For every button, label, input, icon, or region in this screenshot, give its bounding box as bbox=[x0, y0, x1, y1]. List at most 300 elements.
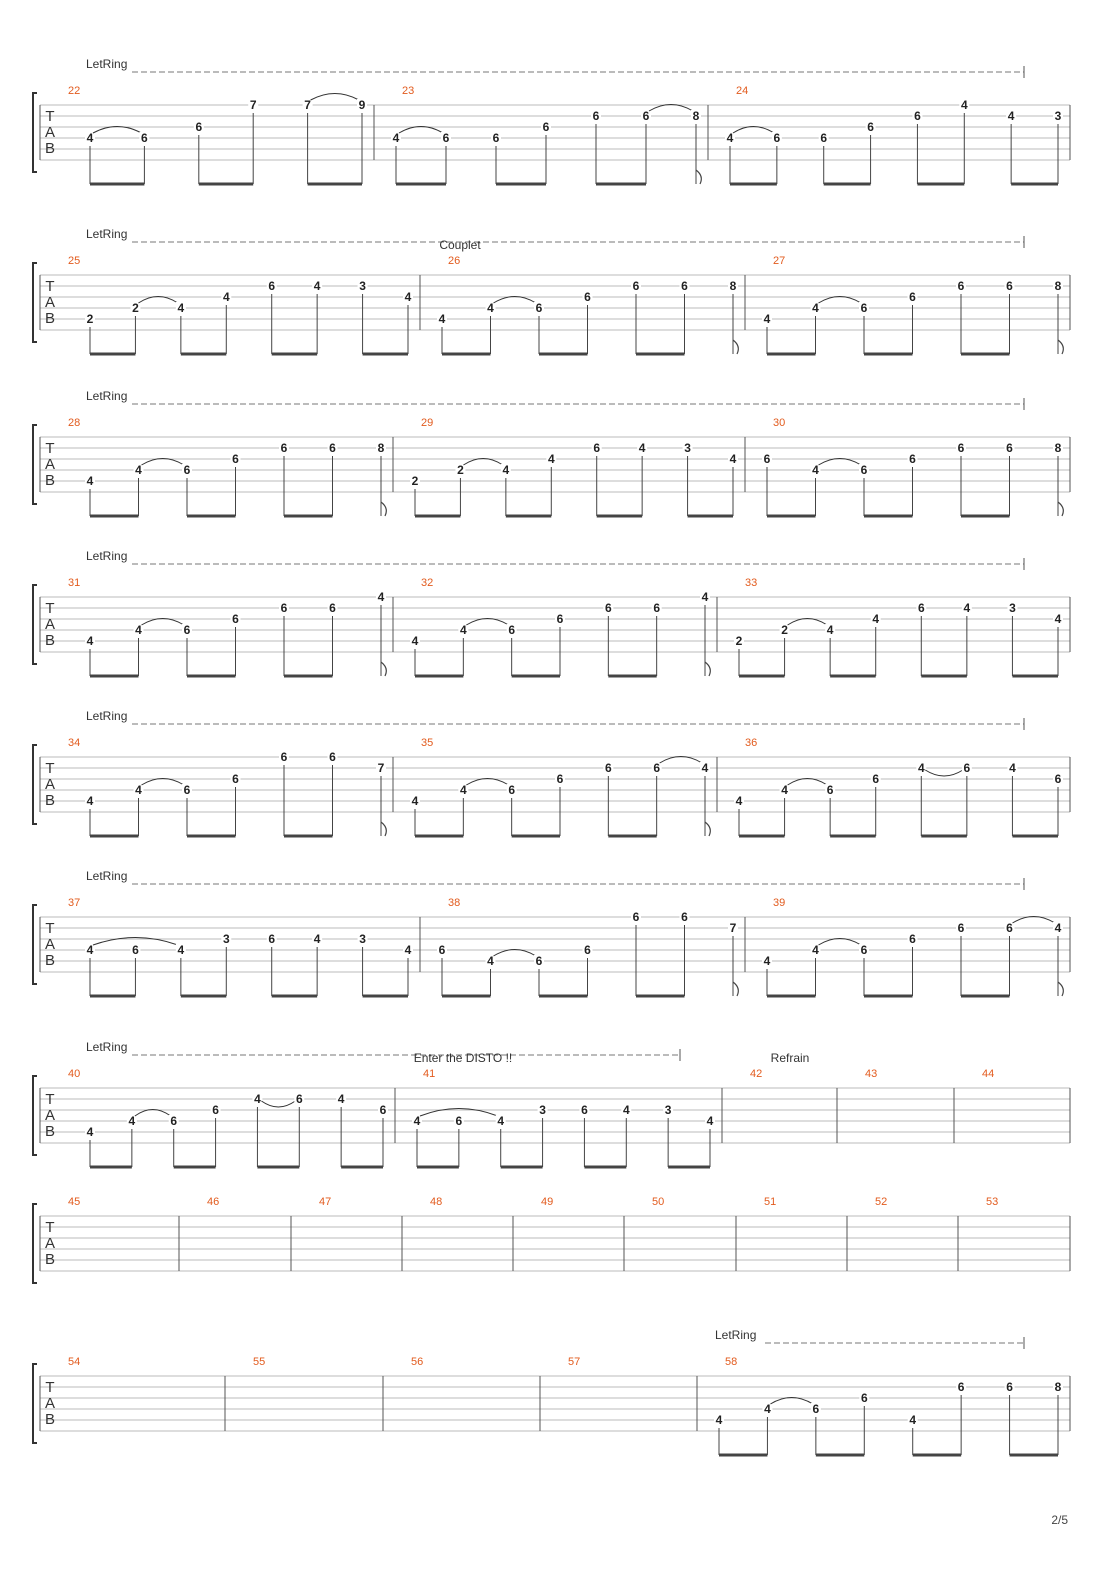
measure-number: 45 bbox=[68, 1196, 81, 1208]
fret-number: 4 bbox=[812, 943, 819, 957]
fret-number: 6 bbox=[773, 131, 781, 145]
measure-43 bbox=[865, 1068, 877, 1080]
measure-number: 29 bbox=[421, 417, 434, 429]
system-brace bbox=[33, 263, 37, 342]
tab-clef-letter: T bbox=[45, 1379, 55, 1396]
let-ring-label: LetRing bbox=[86, 709, 128, 723]
fret-number: 6 bbox=[593, 441, 601, 455]
tab-system-8 bbox=[33, 1196, 1070, 1283]
fret-number: 8 bbox=[729, 279, 737, 293]
fret-number: 4 bbox=[459, 783, 467, 797]
fret-number: 6 bbox=[957, 279, 965, 293]
fret-number: 4 bbox=[701, 590, 709, 604]
fret-number: 7 bbox=[377, 761, 385, 775]
fret-number: 6 bbox=[963, 761, 971, 775]
note-flag bbox=[1058, 502, 1063, 516]
fret-number: 4 bbox=[812, 463, 819, 477]
tab-clef-letter: T bbox=[45, 1219, 55, 1236]
note-flag bbox=[696, 170, 701, 184]
measure-27 bbox=[762, 255, 1063, 354]
tab-clef-letter: T bbox=[45, 278, 55, 295]
fret-number: 7 bbox=[304, 98, 311, 112]
system-brace bbox=[33, 93, 37, 172]
system-brace bbox=[33, 1076, 37, 1155]
measure-number: 37 bbox=[68, 897, 81, 909]
fret-number: 8 bbox=[377, 441, 385, 455]
let-ring-label: LetRing bbox=[86, 1040, 128, 1054]
fret-number: 4 bbox=[706, 1114, 714, 1128]
tab-clef-letter: A bbox=[44, 1235, 56, 1252]
let-ring-label: LetRing bbox=[86, 389, 128, 403]
measure-49 bbox=[541, 1196, 553, 1208]
fret-number: 6 bbox=[681, 910, 688, 924]
measure-44 bbox=[982, 1068, 994, 1080]
fret-number: 6 bbox=[556, 772, 564, 786]
tab-system-2 bbox=[33, 227, 1070, 354]
fret-number: 3 bbox=[222, 932, 230, 946]
measure-number: 48 bbox=[430, 1196, 443, 1208]
slur-arc bbox=[311, 94, 359, 101]
fret-number: 4 bbox=[222, 290, 230, 304]
fret-number: 4 bbox=[763, 312, 771, 326]
measure-number: 32 bbox=[421, 577, 434, 589]
fret-number: 4 bbox=[502, 463, 510, 477]
fret-number: 4 bbox=[487, 301, 494, 315]
fret-number: 6 bbox=[820, 131, 828, 145]
fret-number: 4 bbox=[135, 623, 142, 637]
fret-number: 4 bbox=[177, 943, 185, 957]
measure-54 bbox=[68, 1356, 80, 1368]
fret-number: 6 bbox=[909, 932, 916, 946]
fret-number: 6 bbox=[232, 452, 239, 466]
fret-number: 6 bbox=[280, 441, 288, 455]
note-flag bbox=[733, 340, 738, 354]
measure-number: 47 bbox=[319, 1196, 332, 1208]
measure-number: 33 bbox=[745, 577, 758, 589]
measure-26 bbox=[437, 255, 738, 354]
fret-number: 4 bbox=[1054, 921, 1062, 935]
tab-system-7 bbox=[33, 1040, 1070, 1167]
measure-number: 22 bbox=[68, 85, 81, 97]
fret-number: 3 bbox=[359, 279, 366, 293]
measure-48 bbox=[430, 1196, 442, 1208]
fret-number: 8 bbox=[1054, 1380, 1062, 1394]
measure-31 bbox=[68, 577, 386, 676]
section-annotation: Refrain bbox=[770, 1051, 810, 1065]
measure-42 bbox=[750, 1068, 762, 1080]
fret-number: 6 bbox=[763, 452, 771, 466]
system-brace bbox=[33, 1364, 37, 1443]
measure-39 bbox=[762, 897, 1063, 996]
tab-clef-letter: B bbox=[44, 632, 56, 649]
tab-clef-letter: T bbox=[45, 108, 55, 125]
tie-arc bbox=[925, 770, 963, 776]
fret-number: 6 bbox=[508, 783, 516, 797]
measure-55 bbox=[253, 1356, 265, 1368]
measure-number: 52 bbox=[875, 1196, 888, 1208]
measure-number: 36 bbox=[745, 737, 758, 749]
fret-number: 6 bbox=[508, 623, 516, 637]
fret-number: 3 bbox=[1009, 601, 1016, 615]
fret-number: 6 bbox=[556, 612, 564, 626]
fret-number: 4 bbox=[735, 794, 743, 808]
fret-number: 6 bbox=[632, 910, 640, 924]
measure-37 bbox=[68, 897, 413, 996]
fret-number: 2 bbox=[132, 301, 139, 315]
let-ring-label: LetRing bbox=[86, 549, 128, 563]
tie-arc bbox=[261, 1101, 295, 1107]
fret-number: 2 bbox=[411, 474, 419, 488]
fret-number: 4 bbox=[377, 590, 385, 604]
note-flag bbox=[733, 982, 738, 996]
fret-number: 4 bbox=[404, 943, 412, 957]
fret-number: 4 bbox=[622, 1103, 630, 1117]
fret-number: 6 bbox=[604, 761, 612, 775]
fret-number: 6 bbox=[535, 954, 543, 968]
fret-number: 6 bbox=[826, 783, 834, 797]
fret-number: 4 bbox=[177, 301, 185, 315]
measure-number: 53 bbox=[986, 1196, 999, 1208]
fret-number: 4 bbox=[763, 954, 771, 968]
fret-number: 6 bbox=[492, 131, 500, 145]
measure-56 bbox=[411, 1356, 423, 1368]
fret-number: 4 bbox=[729, 452, 737, 466]
fret-number: 4 bbox=[701, 761, 709, 775]
measure-number: 38 bbox=[448, 897, 461, 909]
fret-number: 6 bbox=[909, 452, 916, 466]
fret-number: 6 bbox=[183, 623, 191, 637]
fret-number: 6 bbox=[909, 290, 916, 304]
system-brace bbox=[33, 905, 37, 984]
fret-number: 6 bbox=[584, 943, 591, 957]
tab-system-4 bbox=[33, 549, 1070, 676]
measure-number: 40 bbox=[68, 1068, 81, 1080]
measure-29 bbox=[410, 417, 738, 516]
tab-clef-letter: B bbox=[44, 140, 56, 157]
fret-number: 6 bbox=[604, 601, 612, 615]
measure-number: 31 bbox=[68, 577, 81, 589]
measure-number: 43 bbox=[865, 1068, 878, 1080]
fret-number: 6 bbox=[860, 943, 868, 957]
system-brace bbox=[33, 745, 37, 824]
fret-number: 3 bbox=[1054, 109, 1062, 123]
fret-number: 8 bbox=[692, 109, 700, 123]
tab-systems bbox=[33, 57, 1070, 1455]
fret-number: 2 bbox=[457, 463, 464, 477]
fret-number: 6 bbox=[1006, 441, 1013, 455]
fret-number: 4 bbox=[1007, 109, 1015, 123]
tab-clef-letter: B bbox=[44, 1123, 56, 1140]
tab-system-6 bbox=[33, 869, 1070, 996]
let-ring-label: LetRing bbox=[86, 227, 128, 241]
section-annotation: Couplet bbox=[439, 238, 481, 252]
system-brace bbox=[33, 585, 37, 664]
fret-number: 3 bbox=[359, 932, 366, 946]
measure-41 bbox=[412, 1068, 715, 1167]
fret-number: 4 bbox=[715, 1413, 723, 1427]
note-flag bbox=[381, 822, 386, 836]
measure-35 bbox=[410, 737, 710, 836]
fret-number: 4 bbox=[86, 474, 94, 488]
fret-number: 6 bbox=[442, 131, 450, 145]
fret-number: 4 bbox=[638, 441, 646, 455]
tab-clef-letter: A bbox=[44, 936, 56, 953]
fret-number: 4 bbox=[1009, 761, 1016, 775]
measure-32 bbox=[410, 577, 710, 676]
fret-number: 6 bbox=[812, 1402, 820, 1416]
fret-number: 4 bbox=[337, 1092, 345, 1106]
tab-clef-letter: A bbox=[44, 1107, 56, 1124]
fret-number: 4 bbox=[86, 943, 94, 957]
fret-number: 6 bbox=[584, 290, 591, 304]
section-annotation: Enter the DISTO !! bbox=[413, 1051, 513, 1065]
note-flag bbox=[381, 502, 386, 516]
fret-number: 7 bbox=[249, 98, 257, 112]
measure-number: 42 bbox=[750, 1068, 763, 1080]
tab-system-3 bbox=[33, 389, 1070, 516]
fret-number: 4 bbox=[497, 1114, 505, 1128]
fret-number: 4 bbox=[135, 463, 142, 477]
fret-number: 3 bbox=[539, 1103, 546, 1117]
fret-number: 8 bbox=[1054, 279, 1062, 293]
measure-number: 44 bbox=[982, 1068, 995, 1080]
measure-34 bbox=[68, 737, 386, 836]
fret-number: 4 bbox=[487, 954, 494, 968]
measure-22 bbox=[68, 85, 367, 184]
measure-23 bbox=[391, 85, 701, 184]
fret-number: 6 bbox=[268, 279, 276, 293]
measure-50 bbox=[652, 1196, 664, 1208]
fret-number: 6 bbox=[581, 1103, 588, 1117]
tab-clef-letter: A bbox=[44, 776, 56, 793]
measure-36 bbox=[734, 737, 1063, 836]
measure-38 bbox=[437, 897, 738, 996]
fret-number: 3 bbox=[684, 441, 691, 455]
measure-number: 27 bbox=[773, 255, 786, 267]
fret-number: 4 bbox=[547, 452, 555, 466]
fret-number: 4 bbox=[413, 1114, 421, 1128]
system-brace bbox=[33, 1204, 37, 1283]
measure-number: 24 bbox=[736, 85, 749, 97]
measure-number: 49 bbox=[541, 1196, 554, 1208]
fret-number: 9 bbox=[358, 98, 366, 112]
measure-30 bbox=[762, 417, 1063, 516]
tab-system-5 bbox=[33, 709, 1070, 836]
fret-number: 4 bbox=[826, 623, 834, 637]
note-flag bbox=[381, 662, 386, 676]
system-brace bbox=[33, 425, 37, 504]
fret-number: 4 bbox=[392, 131, 400, 145]
fret-number: 6 bbox=[632, 279, 640, 293]
measure-28 bbox=[68, 417, 386, 516]
fret-number: 6 bbox=[957, 921, 965, 935]
fret-number: 4 bbox=[254, 1092, 261, 1106]
fret-number: 6 bbox=[872, 772, 880, 786]
measure-number: 26 bbox=[448, 255, 461, 267]
measure-number: 46 bbox=[207, 1196, 220, 1208]
fret-number: 4 bbox=[459, 623, 467, 637]
fret-number: 4 bbox=[726, 131, 734, 145]
fret-number: 6 bbox=[1006, 279, 1013, 293]
fret-number: 6 bbox=[132, 943, 139, 957]
measure-number: 58 bbox=[725, 1356, 738, 1368]
fret-number: 6 bbox=[957, 1380, 965, 1394]
measure-number: 25 bbox=[68, 255, 81, 267]
let-ring-label: LetRing bbox=[86, 57, 128, 71]
fret-number: 6 bbox=[329, 441, 336, 455]
note-flag bbox=[1058, 340, 1063, 354]
measure-number: 41 bbox=[423, 1068, 436, 1080]
fret-number: 6 bbox=[280, 601, 288, 615]
fret-number: 6 bbox=[681, 279, 688, 293]
fret-number: 6 bbox=[653, 601, 661, 615]
tab-clef-letter: T bbox=[45, 600, 55, 617]
tab-clef-letter: B bbox=[44, 310, 56, 327]
tab-clef-letter: A bbox=[44, 124, 56, 141]
note-flag bbox=[705, 822, 710, 836]
tab-clef-letter: B bbox=[44, 952, 56, 969]
fret-number: 4 bbox=[411, 794, 419, 808]
fret-number: 4 bbox=[909, 1413, 917, 1427]
measure-number: 56 bbox=[411, 1356, 424, 1368]
measure-number: 50 bbox=[652, 1196, 665, 1208]
fret-number: 4 bbox=[313, 932, 321, 946]
tab-clef-letter: A bbox=[44, 616, 56, 633]
tab-clef-letter: B bbox=[44, 1251, 56, 1268]
fret-number: 6 bbox=[1054, 772, 1062, 786]
measure-33 bbox=[734, 577, 1063, 676]
measure-45 bbox=[68, 1196, 80, 1208]
note-flag bbox=[1058, 982, 1063, 996]
fret-number: 6 bbox=[860, 1391, 868, 1405]
fret-number: 6 bbox=[860, 463, 868, 477]
tab-clef-letter: T bbox=[45, 440, 55, 457]
fret-number: 6 bbox=[867, 120, 874, 134]
fret-number: 6 bbox=[295, 1092, 303, 1106]
measure-46 bbox=[207, 1196, 219, 1208]
measure-number: 39 bbox=[773, 897, 786, 909]
fret-number: 4 bbox=[812, 301, 819, 315]
fret-number: 8 bbox=[1054, 441, 1062, 455]
fret-number: 4 bbox=[86, 634, 94, 648]
let-ring-label: LetRing bbox=[86, 869, 128, 883]
measure-number: 57 bbox=[568, 1356, 581, 1368]
page-number: 2/5 bbox=[1051, 1513, 1068, 1527]
fret-number: 4 bbox=[86, 794, 94, 808]
fret-number: 6 bbox=[592, 109, 600, 123]
fret-number: 6 bbox=[212, 1103, 219, 1117]
fret-number: 6 bbox=[860, 301, 868, 315]
fret-number: 4 bbox=[963, 601, 971, 615]
fret-number: 6 bbox=[268, 932, 276, 946]
fret-number: 6 bbox=[232, 772, 239, 786]
fret-number: 4 bbox=[872, 612, 880, 626]
fret-number: 4 bbox=[128, 1114, 136, 1128]
tab-clef-letter: T bbox=[45, 920, 55, 937]
fret-number: 6 bbox=[535, 301, 543, 315]
fret-number: 2 bbox=[735, 634, 743, 648]
measure-number: 28 bbox=[68, 417, 81, 429]
measure-number: 35 bbox=[421, 737, 434, 749]
measure-number: 55 bbox=[253, 1356, 266, 1368]
fret-number: 6 bbox=[455, 1114, 463, 1128]
tab-clef-letter: A bbox=[44, 294, 56, 311]
fret-number: 4 bbox=[313, 279, 321, 293]
measure-57 bbox=[568, 1356, 580, 1368]
fret-number: 6 bbox=[914, 109, 921, 123]
measure-number: 30 bbox=[773, 417, 786, 429]
fret-number: 4 bbox=[86, 131, 94, 145]
tab-clef-letter: T bbox=[45, 760, 55, 777]
measure-25 bbox=[68, 255, 413, 354]
measure-51 bbox=[764, 1196, 776, 1208]
measure-number: 54 bbox=[68, 1356, 81, 1368]
fret-number: 6 bbox=[1006, 921, 1013, 935]
tab-clef-letter: T bbox=[45, 1091, 55, 1108]
measure-52 bbox=[875, 1196, 887, 1208]
fret-number: 4 bbox=[411, 634, 419, 648]
fret-number: 4 bbox=[960, 98, 968, 112]
fret-number: 4 bbox=[781, 783, 788, 797]
tab-system-9 bbox=[33, 1328, 1070, 1455]
fret-number: 6 bbox=[329, 601, 336, 615]
fret-number: 6 bbox=[957, 441, 965, 455]
tab-clef-letter: B bbox=[44, 472, 56, 489]
measure-47 bbox=[319, 1196, 331, 1208]
fret-number: 6 bbox=[141, 131, 148, 145]
tab-clef-letter: B bbox=[44, 792, 56, 809]
fret-number: 4 bbox=[917, 761, 925, 775]
measure-number: 34 bbox=[68, 737, 81, 749]
fret-number: 6 bbox=[438, 943, 446, 957]
tab-clef-letter: B bbox=[44, 1411, 56, 1428]
fret-number: 4 bbox=[1054, 612, 1062, 626]
fret-number: 6 bbox=[542, 120, 550, 134]
fret-number: 6 bbox=[183, 783, 191, 797]
measure-53 bbox=[986, 1196, 998, 1208]
fret-number: 7 bbox=[729, 921, 737, 935]
fret-number: 6 bbox=[653, 761, 661, 775]
fret-number: 6 bbox=[917, 601, 925, 615]
fret-number: 2 bbox=[781, 623, 788, 637]
measure-number: 51 bbox=[764, 1196, 777, 1208]
measure-number: 23 bbox=[402, 85, 415, 97]
fret-number: 6 bbox=[195, 120, 203, 134]
fret-number: 3 bbox=[664, 1103, 672, 1117]
fret-number: 6 bbox=[642, 109, 650, 123]
tab-clef-letter: A bbox=[44, 456, 56, 473]
fret-number: 6 bbox=[1006, 1380, 1013, 1394]
fret-number: 4 bbox=[404, 290, 412, 304]
fret-number: 6 bbox=[379, 1103, 387, 1117]
fret-number: 6 bbox=[170, 1114, 178, 1128]
tab-clef-letter: A bbox=[44, 1395, 56, 1412]
tab-system-1 bbox=[33, 57, 1070, 184]
fret-number: 4 bbox=[764, 1402, 771, 1416]
let-ring-label: LetRing bbox=[715, 1328, 757, 1342]
fret-number: 4 bbox=[86, 1125, 94, 1139]
measure-58 bbox=[714, 1356, 1063, 1455]
fret-number: 6 bbox=[183, 463, 191, 477]
note-flag bbox=[705, 662, 710, 676]
fret-number: 6 bbox=[232, 612, 239, 626]
fret-number: 6 bbox=[329, 750, 336, 764]
fret-number: 4 bbox=[438, 312, 446, 326]
fret-number: 2 bbox=[86, 312, 94, 326]
measure-40 bbox=[68, 1068, 388, 1167]
measure-24 bbox=[725, 85, 1063, 184]
fret-number: 6 bbox=[280, 750, 288, 764]
